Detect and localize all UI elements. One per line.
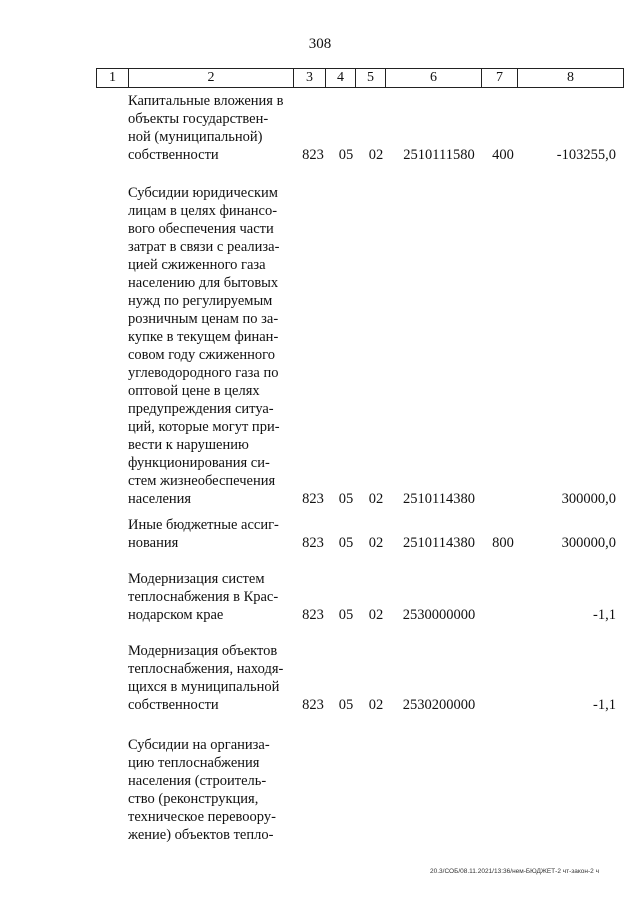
section-code: 05 <box>338 535 354 551</box>
header-col-6: 6 <box>386 69 482 87</box>
description-line: вого обеспечения части <box>128 221 274 237</box>
description-line: населения (строитель- <box>128 773 267 789</box>
description-line: техническое перевоору- <box>128 809 276 825</box>
description-line: ство (реконструкция, <box>128 791 259 807</box>
description-line: углеводородного газа по <box>128 365 279 381</box>
row-description <box>128 570 294 624</box>
ved-code: 823 <box>302 147 324 163</box>
subsection-code: 02 <box>368 607 384 623</box>
description-line: Субсидии на организа- <box>128 737 270 753</box>
target-article-code: 2510114380 <box>403 491 475 507</box>
description-line: жение) объектов тепло- <box>128 827 274 843</box>
description-line: населению для бытовых <box>128 275 279 291</box>
row-description <box>128 516 294 552</box>
header-col-4: 4 <box>326 69 356 87</box>
description-line: купке в текущем финан- <box>128 329 279 345</box>
description-line: нужд по регулируемым <box>128 293 273 309</box>
description-line: щихся в муниципальной <box>128 679 280 695</box>
description-line: населения <box>128 491 192 507</box>
ved-code: 823 <box>302 535 324 551</box>
header-col-3: 3 <box>294 69 326 87</box>
description-line: предупреждения ситуа- <box>128 401 274 417</box>
header-col-8: 8 <box>567 70 574 85</box>
amount: 300000,0 <box>561 491 616 507</box>
ved-code: 823 <box>302 697 324 713</box>
description-line: объекты государствен- <box>128 111 269 127</box>
description-line: Капитальные вложения в <box>128 93 284 109</box>
expense-type-code: 400 <box>492 147 514 163</box>
row-description <box>128 184 294 508</box>
description-line: Модернизация систем <box>128 571 265 587</box>
description-line: функционирования си- <box>128 455 270 471</box>
description-line: оптовой цене в целях <box>128 383 260 399</box>
target-article-code: 2510114380 <box>403 535 475 551</box>
description-line: цию теплоснабжения <box>128 755 260 771</box>
description-line: Иные бюджетные ассиг- <box>128 517 279 533</box>
header-col-5: 5 <box>356 69 386 87</box>
section-code: 05 <box>338 491 354 507</box>
description-line: нодарском крае <box>128 607 224 623</box>
section-code: 05 <box>338 147 354 163</box>
description-line: затрат в связи с реализа- <box>128 239 280 255</box>
amount: -1,1 <box>593 607 616 623</box>
header-col-1: 1 <box>97 69 129 87</box>
header-col-2: 2 <box>129 69 294 87</box>
description-line: стем жизнеобеспечения <box>128 473 276 489</box>
amount: -103255,0 <box>556 147 616 163</box>
row-description <box>128 92 294 164</box>
description-line: вести к нарушению <box>128 437 249 453</box>
subsection-code: 02 <box>368 491 384 507</box>
header-col-7: 7 <box>482 69 518 87</box>
description-line: теплоснабжения в Крас- <box>128 589 279 605</box>
description-line: совом году сжиженного <box>128 347 275 363</box>
description-line: ций, которые могут при- <box>128 419 280 435</box>
subsection-code: 02 <box>368 147 384 163</box>
row-description <box>128 736 294 844</box>
row-description <box>128 642 294 714</box>
expense-type-code: 800 <box>492 535 514 551</box>
description-line: цией сжиженного газа <box>128 257 266 273</box>
subsection-code: 02 <box>368 535 384 551</box>
target-article-code: 2530000000 <box>402 607 476 623</box>
description-line: собственности <box>128 147 219 163</box>
target-article-code: 2510111580 <box>403 147 475 163</box>
table-header <box>96 68 624 88</box>
ved-code: 823 <box>302 607 324 623</box>
description-line: нования <box>128 535 179 551</box>
description-line: собственности <box>128 697 219 713</box>
ved-code: 823 <box>302 491 324 507</box>
description-line: лицам в целях финансо- <box>128 203 278 219</box>
footer-stamp: 20.3/СОБ/08.11.2021/13:36/нем-БЮДЖЕТ-2 чт-закон-2 ч <box>430 868 599 875</box>
subsection-code: 02 <box>368 697 384 713</box>
amount: -1,1 <box>593 697 616 713</box>
description-line: Субсидии юридическим <box>128 185 278 201</box>
page-number: 308 <box>308 36 332 52</box>
section-code: 05 <box>338 697 354 713</box>
amount: 300000,0 <box>561 535 616 551</box>
description-line: ной (муниципальной) <box>128 129 263 145</box>
description-line: теплоснабжения, находя- <box>128 661 284 677</box>
target-article-code: 2530200000 <box>402 697 476 713</box>
section-code: 05 <box>338 607 354 623</box>
description-line: Модернизация объектов <box>128 643 278 659</box>
description-line: розничным ценам по за- <box>128 311 279 327</box>
